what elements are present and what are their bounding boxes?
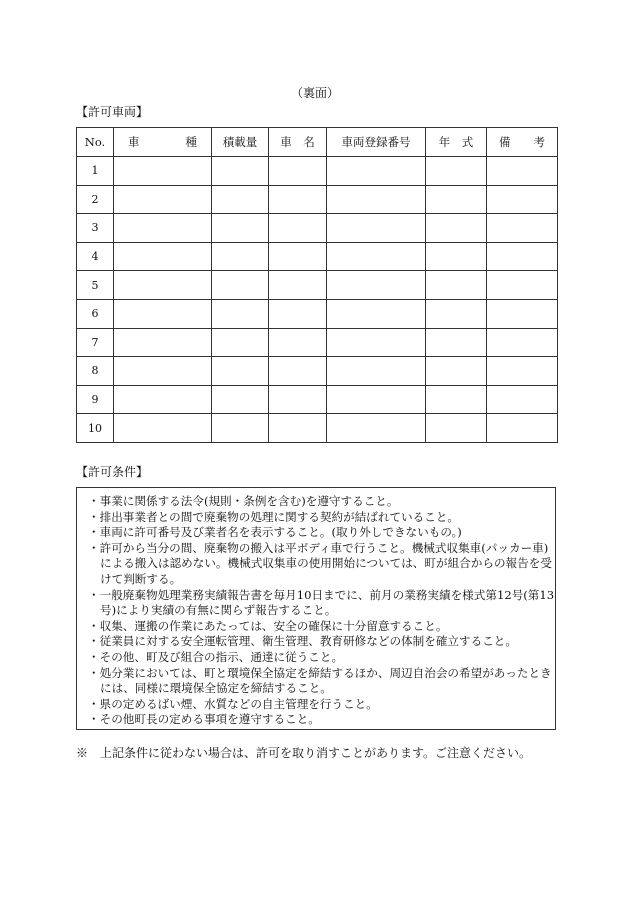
table-cell[interactable] (114, 414, 212, 443)
table-row (77, 185, 558, 214)
column-header: 車 名 (269, 128, 327, 157)
page-side-label: （裏面） (290, 86, 339, 100)
table-cell[interactable] (212, 357, 269, 386)
table-row (77, 414, 558, 443)
table-cell[interactable] (487, 357, 558, 386)
table-row (77, 157, 558, 186)
table-cell[interactable] (269, 157, 327, 186)
row-number: 7 (77, 328, 114, 357)
table-cell[interactable] (327, 357, 426, 386)
condition-item: ・車両に許可番号及び業者名を表示すること。(取り外しできないもの。) (88, 525, 462, 540)
table-row (77, 299, 558, 328)
table-row (77, 271, 558, 300)
table-cell[interactable] (426, 328, 487, 357)
table-cell[interactable] (114, 328, 212, 357)
table-cell[interactable] (327, 328, 426, 357)
table-cell[interactable] (426, 214, 487, 243)
table-cell[interactable] (269, 242, 327, 271)
table-cell[interactable] (327, 157, 426, 186)
row-number: 5 (77, 271, 114, 300)
table-cell[interactable] (114, 271, 212, 300)
table-cell[interactable] (114, 242, 212, 271)
column-header: No. (77, 128, 114, 157)
column-header: 年 式 (426, 128, 487, 157)
table-cell[interactable] (212, 214, 269, 243)
table-cell[interactable] (269, 385, 327, 414)
table-cell[interactable] (487, 185, 558, 214)
table-cell[interactable] (426, 414, 487, 443)
row-number: 1 (77, 157, 114, 186)
row-number: 3 (77, 214, 114, 243)
conditions-box (76, 487, 556, 730)
table-cell[interactable] (269, 271, 327, 300)
table-cell[interactable] (212, 185, 269, 214)
vehicle-table (76, 127, 558, 443)
column-header: 積載量 (212, 128, 269, 157)
table-cell[interactable] (426, 185, 487, 214)
condition-item: ・従業員に対する安全運転管理、衛生管理、教育研修などの体制を確立すること。 (88, 634, 517, 649)
table-cell[interactable] (114, 157, 212, 186)
table-row (77, 357, 558, 386)
table-cell[interactable] (269, 328, 327, 357)
condition-item: ・許可から当分の間、廃棄物の搬入は平ボディ車で行うこと。機械式収集車(パッカー車)による搬入は認めない。機械式収集車の使用開始については、町が組合からの報告を受けて判断する。 (88, 540, 552, 586)
table-cell[interactable] (212, 157, 269, 186)
table-row (77, 214, 558, 243)
row-number: 10 (77, 414, 114, 443)
condition-item: ・その他町長の定める事項を遵守すること。 (88, 712, 320, 727)
table-cell[interactable] (426, 157, 487, 186)
conditions-heading: 【許可条件】 (76, 465, 149, 479)
table-cell[interactable] (426, 357, 487, 386)
table-cell[interactable] (487, 385, 558, 414)
table-cell[interactable] (212, 328, 269, 357)
condition-item: ・その他、町及び組合の指示、通達に従うこと。 (88, 649, 344, 664)
table-cell[interactable] (269, 185, 327, 214)
table-cell[interactable] (269, 414, 327, 443)
table-cell[interactable] (487, 157, 558, 186)
table-cell[interactable] (487, 414, 558, 443)
table-cell[interactable] (327, 185, 426, 214)
condition-item: ・県の定めるばい煙、水質などの自主管理を行うこと。 (88, 696, 378, 711)
table-cell[interactable] (212, 299, 269, 328)
table-cell[interactable] (212, 242, 269, 271)
table-cell[interactable] (269, 214, 327, 243)
condition-item: ・一般廃棄物処理業務実績報告書を毎月10日までに、前月の業務実績を様式第12号(第13号)により実績の有無に関らず報告すること。 (88, 587, 555, 618)
table-cell[interactable] (327, 414, 426, 443)
row-number: 6 (77, 299, 114, 328)
warning-note: ※ 上記条件に従わない場合は、許可を取り消すことがあります。ご注意ください。 (76, 746, 532, 760)
table-cell[interactable] (269, 357, 327, 386)
table-cell[interactable] (487, 328, 558, 357)
table-cell[interactable] (426, 242, 487, 271)
table-cell[interactable] (487, 214, 558, 243)
table-cell[interactable] (327, 299, 426, 328)
table-cell[interactable] (114, 385, 212, 414)
table-cell[interactable] (212, 414, 269, 443)
column-header: 車 種 (114, 128, 212, 157)
table-row (77, 242, 558, 271)
table-cell[interactable] (212, 385, 269, 414)
row-number: 2 (77, 185, 114, 214)
table-cell[interactable] (487, 299, 558, 328)
table-cell[interactable] (114, 299, 212, 328)
table-cell[interactable] (269, 299, 327, 328)
table-row (77, 385, 558, 414)
column-header: 車両登録番号 (327, 128, 426, 157)
table-cell[interactable] (327, 385, 426, 414)
condition-item: ・排出事業者との間で廃棄物の処理に関する契約が結ばれていること。 (88, 509, 460, 524)
table-cell[interactable] (426, 385, 487, 414)
row-number: 4 (77, 242, 114, 271)
table-cell[interactable] (327, 242, 426, 271)
vehicles-heading: 【許可車両】 (76, 105, 149, 119)
row-number: 8 (77, 357, 114, 386)
table-cell[interactable] (114, 357, 212, 386)
table-cell[interactable] (327, 271, 426, 300)
table-row (77, 328, 558, 357)
table-cell[interactable] (327, 214, 426, 243)
table-cell[interactable] (114, 185, 212, 214)
condition-item: ・処分業においては、町と環境保全協定を締結するほか、周辺自治会の希望があったときには、同様に環境保全協定を締結すること。 (88, 665, 552, 696)
column-header: 備 考 (487, 128, 558, 157)
table-cell[interactable] (487, 242, 558, 271)
table-cell[interactable] (212, 271, 269, 300)
condition-item: ・事業に関係する法令(規則・条例を含む)を遵守すること。 (88, 494, 399, 508)
table-cell[interactable] (426, 299, 487, 328)
row-number: 9 (77, 385, 114, 414)
table-header-row (77, 128, 558, 157)
table-cell[interactable] (114, 214, 212, 243)
table-cell[interactable] (487, 271, 558, 300)
table-cell[interactable] (426, 271, 487, 300)
condition-item: ・収集、運搬の作業にあたっては、安全の確保に十分留意すること。 (88, 618, 448, 633)
